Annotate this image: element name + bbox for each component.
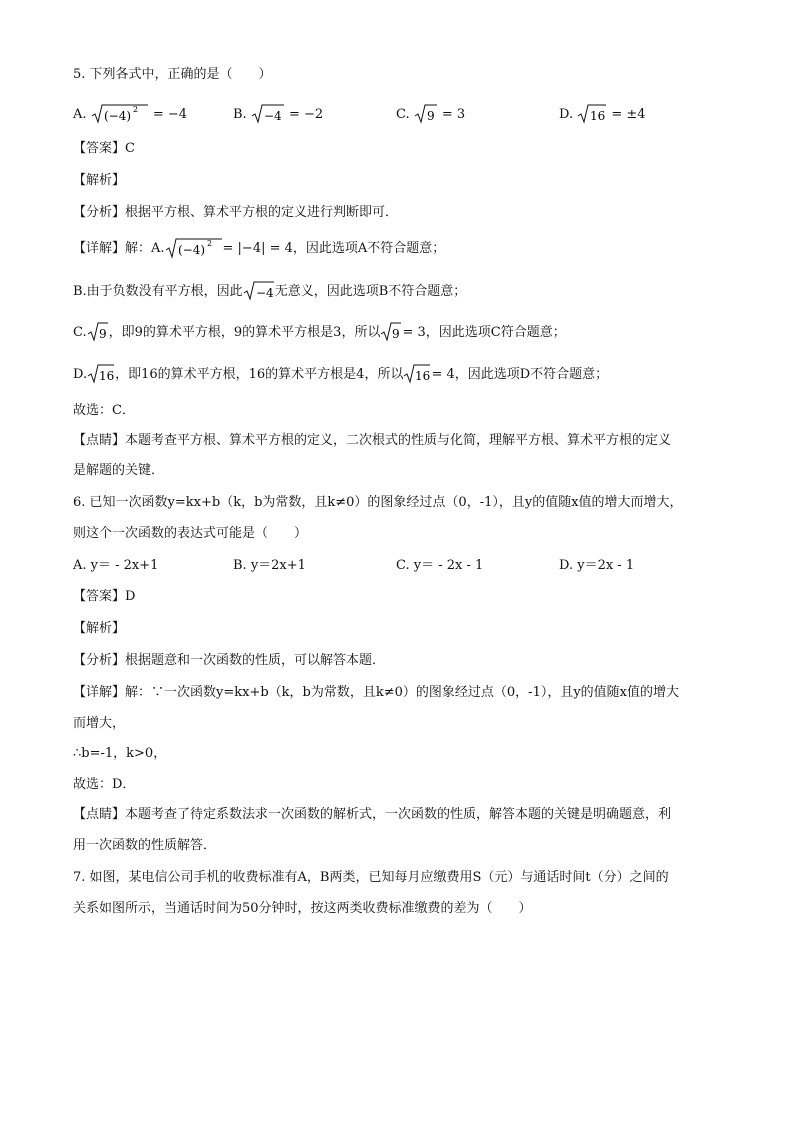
sqrt-symbol xyxy=(380,321,402,344)
q6-detail-line-1: 【详解】解：∵一次函数y=kx+b（k，b为常数，且k≠0）的图象经过点（0，-1），且y的值随x值的增大 xyxy=(73,685,680,700)
q5-comment-line-1: 【点睛】本题考查平方根、算术平方根的定义，二次根式的性质与化简，理解平方根、算术平方根的定义 xyxy=(73,433,672,448)
q5-option-b xyxy=(233,103,323,126)
q6-comment-line-1: 【点睛】本题考查了待定系数法求一次函数的解析式，一次函数的性质，解答本题的关键是明确题意，利 xyxy=(73,807,672,822)
q5-detail-c xyxy=(73,321,566,344)
sqrt-symbol xyxy=(251,103,285,126)
option-letter: C. xyxy=(396,106,410,122)
radicand: 16 xyxy=(415,369,431,383)
radicand: 16 xyxy=(99,369,115,383)
detail-equation: = 4 xyxy=(431,366,455,382)
q6-stem-line-1: 6. 已知一次函数y=kx+b（k，b为常数，且k≠0）的图象经过点（0，-1），且y的值随x值的增大而增大， xyxy=(73,495,683,510)
sqrt-symbol xyxy=(243,280,275,303)
q6-jiexi-label: 【解析】 xyxy=(73,621,126,636)
q6-option-b: B. y＝2x+1 xyxy=(233,558,306,573)
detail-prefix: C. xyxy=(73,324,87,340)
sqrt-symbol xyxy=(577,103,607,126)
detail-prefix: D. xyxy=(73,366,88,382)
q6-stem-line-2: 则这个一次函数的表达式可能是（ ） xyxy=(73,526,308,541)
radicand: 9 xyxy=(392,327,401,341)
q5-answer: 【答案】C xyxy=(73,141,135,156)
q5-stem: 5. 下列各式中，正确的是（ ） xyxy=(73,67,272,82)
sqrt-symbol xyxy=(414,103,438,126)
option-rhs: = ±4 xyxy=(611,106,646,122)
q5-detail-d xyxy=(73,363,608,386)
q7-stem-line-1: 7. 如图，某电信公司手机的收费标准有A，B两类，已知每月应缴费用S（元）与通话时间t（分）之间的 xyxy=(73,870,669,885)
q5-comment-line-2: 是解题的关键． xyxy=(73,463,165,478)
q6-options xyxy=(73,555,713,577)
q5-options xyxy=(73,103,713,125)
option-rhs: = −4 xyxy=(152,106,188,122)
detail-suffix: 无意义，因此选项B不符合题意； xyxy=(274,283,467,299)
sqrt-symbol xyxy=(91,103,149,126)
radicand: (−4) xyxy=(177,243,205,257)
q5-analysis: 【分析】根据平方根、算术平方根的定义进行判断即可． xyxy=(73,205,399,220)
exponent: 2 xyxy=(132,105,138,114)
option-rhs: = −2 xyxy=(288,106,324,122)
option-rhs: = 3 xyxy=(441,106,466,122)
detail-middle: ，即9的算术平方根，9的算术平方根是3，所以 xyxy=(108,324,381,340)
detail-prefix: 【详解】解：A. xyxy=(73,240,165,256)
detail-suffix: ，因此选项C符合题意； xyxy=(425,324,566,340)
sqrt-symbol xyxy=(403,363,431,386)
radicand: 16 xyxy=(590,109,606,123)
sqrt-symbol xyxy=(87,363,115,386)
radicand: 9 xyxy=(426,109,435,123)
q6-answer: 【答案】D xyxy=(73,589,136,604)
q6-detail-line-2: 而增大， xyxy=(73,716,126,731)
detail-middle: ，即16的算术平方根，16的算术平方根是4，所以 xyxy=(115,366,404,382)
q6-choice: 故选：D． xyxy=(73,777,136,792)
sqrt-symbol xyxy=(87,321,109,344)
radicand: −4 xyxy=(263,109,282,123)
q6-option-a: A. y＝ - 2x+1 xyxy=(73,558,159,573)
detail-suffix: ，因此选项D不符合题意； xyxy=(454,366,609,382)
detail-suffix: ，因此选项A不符合题意； xyxy=(292,240,446,256)
q5-option-d xyxy=(559,103,646,126)
q6-detail-line-3: ∴b=-1，k>0， xyxy=(73,746,167,761)
radicand: (−4) xyxy=(103,109,131,123)
sqrt-symbol xyxy=(165,236,223,261)
option-letter: B. xyxy=(233,106,247,122)
q7-stem-line-2: 关系如图所示，当通话时间为50分钟时，按这两类收费标准缴费的差为（ ） xyxy=(73,901,532,916)
q6-option-d: D. y＝2x - 1 xyxy=(559,558,635,573)
detail-prefix: B.由于负数没有平方根，因此 xyxy=(73,283,243,299)
radicand: 9 xyxy=(98,327,107,341)
q5-option-c xyxy=(396,103,465,126)
q6-option-c: C. y＝ - 2x - 1 xyxy=(396,558,484,573)
q5-choice: 故选：C． xyxy=(73,403,135,418)
q6-analysis: 【分析】根据题意和一次函数的性质，可以解答本题． xyxy=(73,653,386,668)
q5-detail-b xyxy=(73,280,466,303)
q5-detail-a xyxy=(73,236,445,261)
q5-jiexi-label: 【解析】 xyxy=(73,173,126,188)
q6-comment-line-2: 用一次函数的性质解答． xyxy=(73,838,217,853)
radicand: −4 xyxy=(255,286,274,300)
option-letter: A. xyxy=(73,106,87,122)
detail-equation: = |−4| = 4 xyxy=(222,240,293,256)
detail-equation: = 3 xyxy=(402,324,426,340)
exponent: 2 xyxy=(206,239,212,248)
q5-option-a xyxy=(73,103,187,126)
option-letter: D. xyxy=(559,106,574,122)
